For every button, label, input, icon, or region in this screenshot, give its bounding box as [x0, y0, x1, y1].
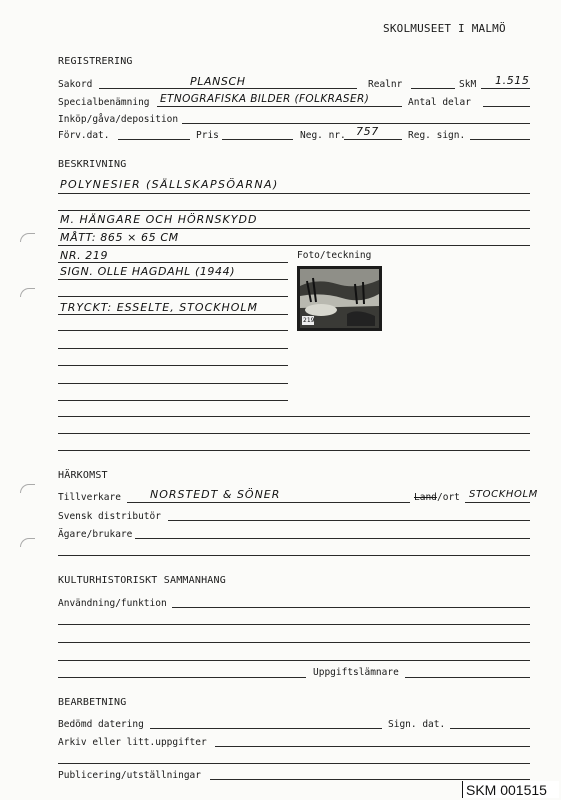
neg-nr-value: 757: [356, 125, 379, 138]
ort-line: [465, 502, 530, 503]
binder-hole-4: [20, 538, 35, 547]
reg-sign-line: [470, 139, 530, 140]
ort-label: /ort: [437, 492, 460, 503]
beskrivning-line-1: POLYNESIER (SÄLLSKAPSÖARNA): [60, 178, 279, 191]
photo-number: 219: [303, 317, 315, 324]
realnr-label: Realnr: [368, 79, 403, 90]
bedomd-datering-line: [150, 728, 382, 729]
harkomst-rule: [58, 555, 530, 556]
realnr-line: [411, 88, 455, 89]
land-label: Land: [414, 492, 437, 503]
beskrivning-rule: [58, 400, 288, 401]
inkop-label: Inköp/gåva/deposition: [58, 114, 179, 125]
antal-delar-label: Antal delar: [408, 97, 471, 108]
publicering-line: [210, 779, 530, 780]
arkiv-label: Arkiv eller litt.uppgifter: [58, 737, 207, 748]
beskrivning-line-4: NR. 219: [60, 249, 109, 262]
neg-nr-line: [344, 139, 402, 140]
binder-hole-2: [20, 288, 35, 297]
binder-hole-1: [20, 233, 35, 242]
sakord-value: PLANSCH: [190, 75, 246, 88]
sakord-label: Sakord: [58, 79, 93, 90]
forv-dat-label: Förv.dat.: [58, 130, 110, 141]
specialbenamning-label: Specialbenämning: [58, 97, 150, 108]
kulturhistoriskt-heading: KULTURHISTORISKT SAMMANHANG: [58, 575, 226, 586]
beskrivning-rule: [58, 279, 288, 280]
beskrivning-line-3: MÅTT: 865 × 65 CM: [60, 231, 179, 244]
photo-thumbnail: [297, 266, 382, 331]
beskrivning-rule: [58, 450, 530, 451]
beskrivning-heading: BESKRIVNING: [58, 159, 127, 170]
sakord-line: [99, 88, 357, 89]
kulturhistoriskt-rule: [58, 677, 306, 678]
publicering-label: Publicering/utställningar: [58, 770, 201, 781]
beskrivning-rule: [58, 314, 288, 315]
beskrivning-rule: [58, 228, 530, 229]
specialbenamning-value: ETNOGRAFISKA BILDER (FOLKRASER): [160, 93, 370, 105]
inkop-line: [182, 123, 530, 124]
forv-dat-line: [118, 139, 190, 140]
svensk-distributor-line: [168, 520, 530, 521]
museum-title: SKOLMUSEET I MALMÖ: [383, 22, 506, 35]
antal-delar-line: [483, 106, 530, 107]
tillverkare-label: Tillverkare: [58, 492, 121, 503]
agare-line: [135, 538, 530, 539]
beskrivning-rule: [58, 193, 530, 194]
anvandning-line: [172, 607, 530, 608]
reg-sign-label: Reg. sign.: [408, 130, 466, 141]
uppgiftslamnare-line: [405, 677, 530, 678]
foto-teckning-label: Foto/teckning: [297, 250, 372, 261]
specialbenamning-line: [157, 106, 402, 107]
tillverkare-line: [127, 502, 410, 503]
kulturhistoriskt-rule: [58, 624, 530, 625]
skm-line: [481, 88, 530, 89]
beskrivning-line-5: SIGN. OLLE HAGDAHL (1944): [60, 265, 236, 278]
beskrivning-rule: [58, 210, 530, 211]
bearbetning-heading: BEARBETNING: [58, 697, 127, 708]
harkomst-heading: HÄRKOMST: [58, 470, 108, 481]
kulturhistoriskt-rule: [58, 642, 530, 643]
svensk-distributor-label: Svensk distributör: [58, 511, 161, 522]
sign-dat-line: [450, 728, 530, 729]
agare-label: Ägare/brukare: [58, 529, 133, 540]
pris-label: Pris: [196, 130, 219, 141]
bedomd-datering-label: Bedömd datering: [58, 719, 144, 730]
binder-hole-3: [20, 484, 35, 493]
beskrivning-rule: [58, 365, 288, 366]
skm-label: SkM: [459, 79, 477, 90]
inventory-stamp-text: SKM 001515: [466, 782, 547, 798]
beskrivning-rule: [58, 245, 530, 246]
bearbetning-rule: [58, 763, 530, 764]
beskrivning-line-2: M. HÄNGARE OCH HÖRNSKYDD: [60, 213, 258, 226]
anvandning-label: Användning/funktion: [58, 598, 167, 609]
beskrivning-rule: [58, 416, 530, 417]
neg-nr-label: Neg. nr.: [300, 130, 346, 141]
tillverkare-value: NORSTEDT & SÖNER: [150, 488, 281, 501]
inventory-stamp: [462, 781, 559, 798]
beskrivning-rule: [58, 330, 288, 331]
beskrivning-rule: [58, 433, 530, 434]
uppgiftslamnare-label: Uppgiftslämnare: [313, 667, 399, 678]
beskrivning-rule: [58, 383, 288, 384]
sign-dat-label: Sign. dat.: [388, 719, 446, 730]
arkiv-line: [215, 746, 530, 747]
skm-value: 1.515: [495, 74, 530, 87]
beskrivning-line-6: TRYCKT: ESSELTE, STOCKHOLM: [60, 301, 259, 314]
kulturhistoriskt-rule: [58, 660, 530, 661]
beskrivning-rule: [58, 296, 288, 297]
ort-value: STOCKHOLM: [469, 489, 538, 500]
pris-line: [222, 139, 293, 140]
beskrivning-rule: [58, 348, 288, 349]
beskrivning-rule: [58, 262, 288, 263]
registrering-heading: REGISTRERING: [58, 56, 133, 67]
